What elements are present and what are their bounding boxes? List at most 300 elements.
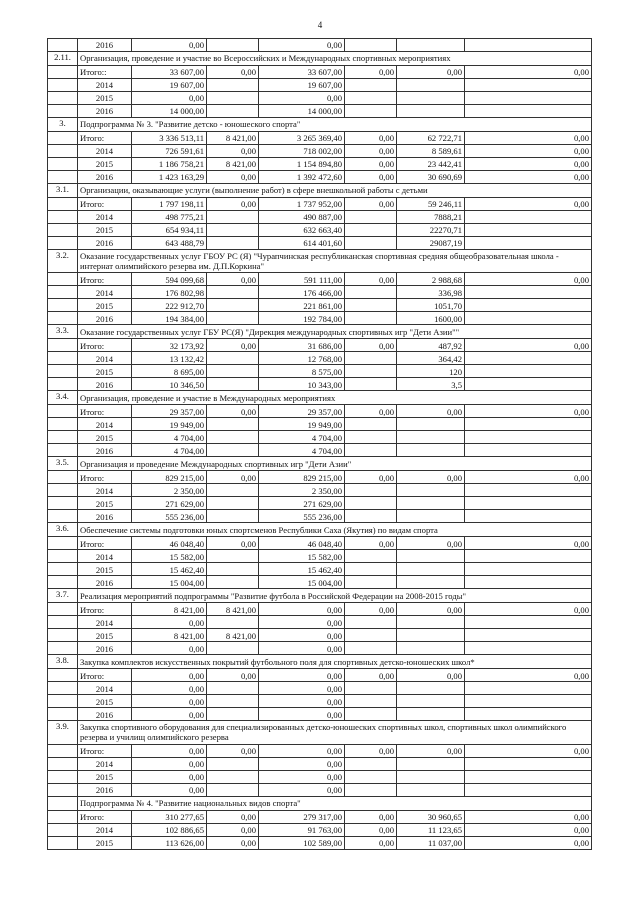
section-title: Оказание государственных услуг ГБОУ РС (Я) "Чурапчинская республиканская спортивная средняя общеобразовательная школа - интернат олимпийского резерва им. Д.П.Коркина" (78, 250, 592, 273)
federal-budget-cell (207, 39, 259, 52)
year-row (48, 158, 592, 171)
year-label-cell: Итого: (78, 603, 132, 616)
extra-budget-cell: 30 960,65 (397, 810, 465, 823)
federal-budget-cell (207, 105, 259, 118)
federal-budget-cell (207, 642, 259, 655)
row-number-cell (48, 757, 78, 770)
total-amount-cell: 654 934,11 (132, 224, 207, 237)
other-sources-cell (465, 629, 592, 642)
local-budget-cell: 0,00 (345, 145, 397, 158)
year-row (48, 378, 592, 391)
extra-budget-cell: 8 589,61 (397, 145, 465, 158)
other-sources-cell (465, 92, 592, 105)
local-budget-cell (345, 365, 397, 378)
extra-budget-cell (397, 642, 465, 655)
local-budget-cell: 0,00 (345, 273, 397, 286)
federal-budget-cell: 8 421,00 (207, 158, 259, 171)
federal-budget-cell (207, 418, 259, 431)
extra-budget-cell: 0,00 (397, 669, 465, 682)
republic-budget-cell: 4 704,00 (259, 431, 345, 444)
republic-budget-cell: 15 462,40 (259, 563, 345, 576)
federal-budget-cell: 0,00 (207, 171, 259, 184)
total-amount-cell: 0,00 (132, 616, 207, 629)
other-sources-cell (465, 550, 592, 563)
republic-budget-cell: 12 768,00 (259, 352, 345, 365)
other-sources-cell (465, 79, 592, 92)
extra-budget-cell (397, 682, 465, 695)
year-label-cell: Итого: (78, 198, 132, 211)
local-budget-cell (345, 352, 397, 365)
year-label-cell: 2014 (78, 286, 132, 299)
year-label-cell: 2014 (78, 757, 132, 770)
federal-budget-cell (207, 312, 259, 325)
other-sources-cell (465, 642, 592, 655)
local-budget-cell: 0,00 (345, 669, 397, 682)
republic-budget-cell: 614 401,60 (259, 237, 345, 250)
year-row (48, 695, 592, 708)
extra-budget-cell: 120 (397, 365, 465, 378)
local-budget-cell (345, 757, 397, 770)
other-sources-cell (465, 616, 592, 629)
row-number-cell (48, 550, 78, 563)
year-label-cell: 2016 (78, 312, 132, 325)
republic-budget-cell: 0,00 (259, 682, 345, 695)
other-sources-cell: 0,00 (465, 145, 592, 158)
total-row (48, 744, 592, 757)
total-amount-cell: 643 488,79 (132, 237, 207, 250)
row-number-cell (48, 708, 78, 721)
extra-budget-cell: 2 988,68 (397, 273, 465, 286)
federal-budget-cell: 0,00 (207, 836, 259, 849)
local-budget-cell: 0,00 (345, 132, 397, 145)
year-label-cell: Итого: (78, 744, 132, 757)
republic-budget-cell: 490 887,00 (259, 211, 345, 224)
total-amount-cell: 3 336 513,11 (132, 132, 207, 145)
extra-budget-cell (397, 757, 465, 770)
year-row (48, 497, 592, 510)
year-row (48, 365, 592, 378)
year-label-cell: 2016 (78, 378, 132, 391)
extra-budget-cell (397, 105, 465, 118)
section-title: Организация, проведение и участие в Международных мероприятиях (78, 391, 592, 405)
local-budget-cell (345, 497, 397, 510)
row-number-cell (48, 744, 78, 757)
total-row (48, 198, 592, 211)
republic-budget-cell: 176 466,00 (259, 286, 345, 299)
extra-budget-cell: 0,00 (397, 744, 465, 757)
other-sources-cell (465, 211, 592, 224)
year-label-cell: 2015 (78, 497, 132, 510)
extra-budget-cell (397, 629, 465, 642)
federal-budget-cell: 8 421,00 (207, 629, 259, 642)
row-number-cell (48, 783, 78, 796)
section-title: Организация и проведение Международных спортивных игр "Дети Азии" (78, 457, 592, 471)
year-label-cell: 2014 (78, 484, 132, 497)
other-sources-cell (465, 312, 592, 325)
total-amount-cell: 222 912,70 (132, 299, 207, 312)
section-title: Обеспечение системы подготовки юных спортсменов Республики Саха (Якутия) по видам спорта (78, 523, 592, 537)
extra-budget-cell (397, 695, 465, 708)
local-budget-cell: 0,00 (345, 405, 397, 418)
extra-budget-cell (397, 783, 465, 796)
section-title: Организация, проведение и участие во Всероссийских и Международных спортивных мероприятиях (78, 52, 592, 66)
local-budget-cell (345, 616, 397, 629)
republic-budget-cell: 91 763,00 (259, 823, 345, 836)
total-amount-cell: 32 173,92 (132, 339, 207, 352)
extra-budget-cell: 7888,21 (397, 211, 465, 224)
other-sources-cell (465, 418, 592, 431)
row-number-cell (48, 312, 78, 325)
section-number: 3. (48, 118, 78, 132)
other-sources-cell (465, 286, 592, 299)
section-number: 3.2. (48, 250, 78, 273)
republic-budget-cell: 19 607,00 (259, 79, 345, 92)
year-row (48, 682, 592, 695)
local-budget-cell (345, 695, 397, 708)
extra-budget-cell: 59 246,11 (397, 198, 465, 211)
local-budget-cell: 0,00 (345, 158, 397, 171)
year-label-cell: 2015 (78, 563, 132, 576)
republic-budget-cell: 102 589,00 (259, 836, 345, 849)
year-label-cell: 2014 (78, 418, 132, 431)
year-row (48, 444, 592, 457)
row-number-cell (48, 471, 78, 484)
year-row (48, 312, 592, 325)
other-sources-cell (465, 510, 592, 523)
year-label-cell: 2015 (78, 431, 132, 444)
other-sources-cell (465, 695, 592, 708)
federal-budget-cell: 0,00 (207, 405, 259, 418)
republic-budget-cell: 0,00 (259, 744, 345, 757)
federal-budget-cell: 0,00 (207, 145, 259, 158)
federal-budget-cell (207, 92, 259, 105)
total-amount-cell: 0,00 (132, 783, 207, 796)
federal-budget-cell: 0,00 (207, 744, 259, 757)
year-row (48, 431, 592, 444)
total-amount-cell: 0,00 (132, 770, 207, 783)
extra-budget-cell (397, 418, 465, 431)
row-number-cell (48, 92, 78, 105)
section-title: Закупка комплектов искусственных покрытий футбольного поля для спортивных детско-юношеских школ* (78, 655, 592, 669)
extra-budget-cell: 11 123,65 (397, 823, 465, 836)
total-row (48, 132, 592, 145)
row-number-cell (48, 497, 78, 510)
local-budget-cell (345, 576, 397, 589)
year-label-cell: 2014 (78, 682, 132, 695)
year-label-cell: 2015 (78, 299, 132, 312)
row-number-cell (48, 682, 78, 695)
row-number-cell (48, 836, 78, 849)
section-number: 3.1. (48, 184, 78, 198)
total-amount-cell: 102 886,65 (132, 823, 207, 836)
federal-budget-cell (207, 299, 259, 312)
federal-budget-cell (207, 576, 259, 589)
section-header-row (48, 721, 592, 744)
republic-budget-cell: 0,00 (259, 616, 345, 629)
total-row (48, 66, 592, 79)
federal-budget-cell: 0,00 (207, 273, 259, 286)
republic-budget-cell: 15 582,00 (259, 550, 345, 563)
section-number: 3.5. (48, 457, 78, 471)
extra-budget-cell (397, 708, 465, 721)
total-amount-cell: 15 582,00 (132, 550, 207, 563)
year-row (48, 836, 592, 849)
other-sources-cell (465, 299, 592, 312)
federal-budget-cell (207, 211, 259, 224)
other-sources-cell: 0,00 (465, 810, 592, 823)
federal-budget-cell (207, 708, 259, 721)
local-budget-cell (345, 682, 397, 695)
other-sources-cell: 0,00 (465, 823, 592, 836)
row-number-cell (48, 273, 78, 286)
republic-budget-cell: 279 317,00 (259, 810, 345, 823)
extra-budget-cell (397, 79, 465, 92)
republic-budget-cell: 8 575,00 (259, 365, 345, 378)
year-row (48, 145, 592, 158)
year-label-cell: 2014 (78, 352, 132, 365)
section-title: Подпрограмма № 4. "Развитие национальных видов спорта" (78, 796, 592, 810)
republic-budget-cell: 0,00 (259, 708, 345, 721)
row-number-cell (48, 198, 78, 211)
year-label-cell: Итого: (78, 405, 132, 418)
row-number-cell (48, 642, 78, 655)
year-label-cell: 2016 (78, 576, 132, 589)
year-row (48, 352, 592, 365)
republic-budget-cell: 29 357,00 (259, 405, 345, 418)
row-number-cell (48, 39, 78, 52)
extra-budget-cell: 22270,71 (397, 224, 465, 237)
other-sources-cell (465, 497, 592, 510)
year-label-cell: 2014 (78, 145, 132, 158)
total-amount-cell: 8 421,00 (132, 603, 207, 616)
total-amount-cell: 113 626,00 (132, 836, 207, 849)
year-row (48, 770, 592, 783)
local-budget-cell (345, 312, 397, 325)
other-sources-cell (465, 708, 592, 721)
total-row (48, 669, 592, 682)
total-amount-cell: 8 421,00 (132, 629, 207, 642)
republic-budget-cell: 15 004,00 (259, 576, 345, 589)
year-row (48, 642, 592, 655)
local-budget-cell (345, 237, 397, 250)
republic-budget-cell: 1 154 894,80 (259, 158, 345, 171)
federal-budget-cell: 0,00 (207, 471, 259, 484)
row-number-cell (48, 669, 78, 682)
extra-budget-cell: 487,92 (397, 339, 465, 352)
extra-budget-cell (397, 39, 465, 52)
year-row (48, 576, 592, 589)
row-number-cell (48, 510, 78, 523)
year-label-cell: 2016 (78, 39, 132, 52)
extra-budget-cell: 62 722,71 (397, 132, 465, 145)
year-label-cell: 2014 (78, 823, 132, 836)
year-label-cell: Итого: (78, 339, 132, 352)
republic-budget-cell: 0,00 (259, 695, 345, 708)
year-row (48, 823, 592, 836)
extra-budget-cell: 29087,19 (397, 237, 465, 250)
year-row (48, 484, 592, 497)
year-row (48, 237, 592, 250)
other-sources-cell: 0,00 (465, 132, 592, 145)
extra-budget-cell: 336,98 (397, 286, 465, 299)
federal-budget-cell (207, 497, 259, 510)
year-label-cell: Итого: (78, 132, 132, 145)
row-number-cell (48, 211, 78, 224)
republic-budget-cell: 31 686,00 (259, 339, 345, 352)
federal-budget-cell: 0,00 (207, 810, 259, 823)
row-number-cell (48, 405, 78, 418)
extra-budget-cell: 30 690,69 (397, 171, 465, 184)
total-amount-cell: 1 797 198,11 (132, 198, 207, 211)
other-sources-cell (465, 770, 592, 783)
federal-budget-cell (207, 757, 259, 770)
extra-budget-cell (397, 484, 465, 497)
section-header-row (48, 184, 592, 198)
republic-budget-cell: 0,00 (259, 92, 345, 105)
federal-budget-cell: 0,00 (207, 339, 259, 352)
section-title: Реализация мероприятий подпрограммы "Развитие футбола в Российской Федерации на 2008-2015 годы" (78, 589, 592, 603)
local-budget-cell (345, 105, 397, 118)
section-number: 3.6. (48, 523, 78, 537)
extra-budget-cell (397, 497, 465, 510)
republic-budget-cell: 4 704,00 (259, 444, 345, 457)
row-number-cell (48, 537, 78, 550)
other-sources-cell (465, 682, 592, 695)
year-label-cell: 2015 (78, 695, 132, 708)
section-header-row (48, 457, 592, 471)
total-amount-cell: 0,00 (132, 669, 207, 682)
republic-budget-cell: 2 350,00 (259, 484, 345, 497)
extra-budget-cell: 0,00 (397, 537, 465, 550)
total-amount-cell: 1 186 758,21 (132, 158, 207, 171)
federal-budget-cell (207, 770, 259, 783)
local-budget-cell (345, 79, 397, 92)
federal-budget-cell (207, 616, 259, 629)
other-sources-cell (465, 563, 592, 576)
republic-budget-cell: 829 215,00 (259, 471, 345, 484)
section-header-row (48, 523, 592, 537)
federal-budget-cell (207, 286, 259, 299)
republic-budget-cell: 192 784,00 (259, 312, 345, 325)
extra-budget-cell: 23 442,41 (397, 158, 465, 171)
row-number-cell (48, 378, 78, 391)
section-number (48, 796, 78, 810)
federal-budget-cell (207, 510, 259, 523)
other-sources-cell: 0,00 (465, 744, 592, 757)
republic-budget-cell: 1 737 952,00 (259, 198, 345, 211)
year-row (48, 105, 592, 118)
year-label-cell: 2014 (78, 211, 132, 224)
local-budget-cell (345, 563, 397, 576)
year-row (48, 783, 592, 796)
other-sources-cell (465, 352, 592, 365)
other-sources-cell (465, 39, 592, 52)
other-sources-cell (465, 484, 592, 497)
row-number-cell (48, 695, 78, 708)
extra-budget-cell (397, 510, 465, 523)
total-amount-cell: 0,00 (132, 744, 207, 757)
total-amount-cell: 4 704,00 (132, 431, 207, 444)
federal-budget-cell (207, 79, 259, 92)
local-budget-cell (345, 770, 397, 783)
local-budget-cell: 0,00 (345, 823, 397, 836)
row-number-cell (48, 132, 78, 145)
section-header-row (48, 325, 592, 339)
year-label-cell: 2015 (78, 836, 132, 849)
other-sources-cell (465, 431, 592, 444)
budget-table-body (48, 39, 592, 850)
federal-budget-cell: 8 421,00 (207, 603, 259, 616)
republic-budget-cell: 3 265 369,40 (259, 132, 345, 145)
extra-budget-cell (397, 616, 465, 629)
year-label-cell: Итого: (78, 537, 132, 550)
other-sources-cell: 0,00 (465, 339, 592, 352)
year-label-cell: Итого: (78, 810, 132, 823)
extra-budget-cell: 364,42 (397, 352, 465, 365)
federal-budget-cell: 0,00 (207, 537, 259, 550)
section-number: 3.3. (48, 325, 78, 339)
year-label-cell: 2015 (78, 365, 132, 378)
year-label-cell: Итого: (78, 471, 132, 484)
total-amount-cell: 0,00 (132, 39, 207, 52)
year-label-cell: 2016 (78, 510, 132, 523)
section-title: Закупка спортивного оборудования для специализированных детско-юношеских спортивных школ, спортивных школ олимпийского резерва и училищ олимпийского резерва (78, 721, 592, 744)
federal-budget-cell: 0,00 (207, 198, 259, 211)
republic-budget-cell: 0,00 (259, 669, 345, 682)
row-number-cell (48, 576, 78, 589)
year-label-cell: Итого: (78, 669, 132, 682)
page-number: 4 (317, 20, 323, 30)
section-number: 3.4. (48, 391, 78, 405)
total-amount-cell: 10 346,50 (132, 378, 207, 391)
total-row (48, 339, 592, 352)
row-number-cell (48, 299, 78, 312)
year-row (48, 510, 592, 523)
other-sources-cell: 0,00 (465, 198, 592, 211)
local-budget-cell (345, 642, 397, 655)
section-title: Оказание государственных услуг ГБУ РС(Я) "Дирекция международных спортивных игр "Дети Азии"" (78, 325, 592, 339)
extra-budget-cell: 0,00 (397, 471, 465, 484)
total-amount-cell: 13 132,42 (132, 352, 207, 365)
federal-budget-cell (207, 224, 259, 237)
year-label-cell: 2016 (78, 783, 132, 796)
row-number-cell (48, 603, 78, 616)
republic-budget-cell: 10 343,00 (259, 378, 345, 391)
total-amount-cell: 594 099,68 (132, 273, 207, 286)
extra-budget-cell (397, 550, 465, 563)
extra-budget-cell: 0,00 (397, 66, 465, 79)
total-row (48, 810, 592, 823)
total-amount-cell: 2 350,00 (132, 484, 207, 497)
row-number-cell (48, 286, 78, 299)
other-sources-cell: 0,00 (465, 158, 592, 171)
year-row (48, 563, 592, 576)
extra-budget-cell: 11 037,00 (397, 836, 465, 849)
republic-budget-cell: 14 000,00 (259, 105, 345, 118)
year-label-cell: 2015 (78, 770, 132, 783)
other-sources-cell (465, 444, 592, 457)
federal-budget-cell (207, 682, 259, 695)
other-sources-cell (465, 224, 592, 237)
row-number-cell (48, 352, 78, 365)
total-amount-cell: 0,00 (132, 682, 207, 695)
total-row (48, 603, 592, 616)
total-amount-cell: 15 462,40 (132, 563, 207, 576)
republic-budget-cell: 221 861,00 (259, 299, 345, 312)
year-row (48, 418, 592, 431)
year-label-cell: Итого:: (78, 66, 132, 79)
year-label-cell: 2016 (78, 444, 132, 457)
